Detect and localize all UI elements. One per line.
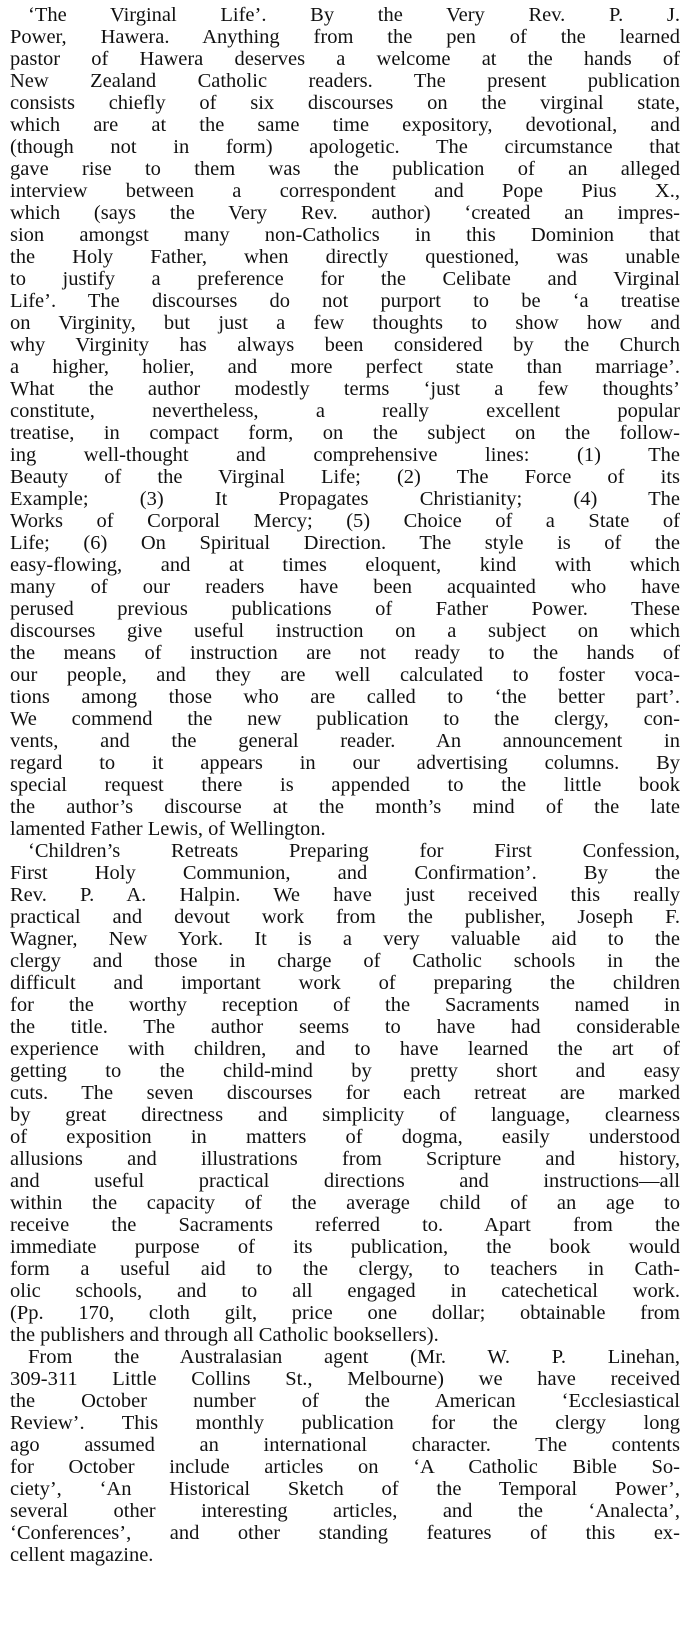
text-line: which (says the Very Rev. author) ‘created an impres- bbox=[10, 202, 680, 224]
childrens-retreats-review bbox=[10, 840, 680, 1346]
text-line: Review’. This monthly publication for the clergy long bbox=[10, 1412, 680, 1434]
text-line: ‘The Virginal Life’. By the Very Rev. P. J. bbox=[28, 4, 680, 26]
text-line: tions among those who are called to ‘the better part’. bbox=[10, 686, 680, 708]
text-line: of exposition in matters of dogma, easily understood bbox=[10, 1126, 680, 1148]
text-line: Example; (3) It Propagates Christianity; (4) The bbox=[10, 488, 680, 510]
text-line: for the worthy reception of the Sacraments named in bbox=[10, 994, 680, 1016]
text-line: gave rise to them was the publication of an alleged bbox=[10, 158, 680, 180]
text-line: the Holy Father, when directly questioned, was unable bbox=[10, 246, 680, 268]
text-line: vents, and the general reader. An announcement in bbox=[10, 730, 680, 752]
text-line: experience with children, and to have learned the art of bbox=[10, 1038, 680, 1060]
text-line: why Virginity has always been considered by the Church bbox=[10, 334, 680, 356]
text-line: cuts. The seven discourses for each retreat are marked bbox=[10, 1082, 680, 1104]
text-line: several other interesting articles, and the ‘Analecta’, bbox=[10, 1500, 680, 1522]
text-line: sion amongst many non-Catholics in this Dominion that bbox=[10, 224, 680, 246]
text-line: Wagner, New York. It is a very valuable aid to the bbox=[10, 928, 680, 950]
text-line: the October number of the American ‘Ecclesiastical bbox=[10, 1390, 680, 1412]
text-line: Power, Hawera. Anything from the pen of the learned bbox=[10, 26, 680, 48]
text-line: 309-311 Little Collins St., Melbourne) we have received bbox=[10, 1368, 680, 1390]
text-line: easy-flowing, and at times eloquent, kind with which bbox=[10, 554, 680, 576]
ecclesiastical-review-notice bbox=[10, 1346, 680, 1566]
text-line: ciety’, ‘An Historical Sketch of the Temporal Power’, bbox=[10, 1478, 680, 1500]
text-line: Works of Corporal Mercy; (5) Choice of a State of bbox=[10, 510, 680, 532]
text-line: interview between a correspondent and Pope Pius X., bbox=[10, 180, 680, 202]
text-line: Life’. The discourses do not purport to be ‘a treatise bbox=[10, 290, 680, 312]
text-line: Rev. P. A. Halpin. We have just received this really bbox=[10, 884, 680, 906]
text-line: allusions and illustrations from Scripture and history, bbox=[10, 1148, 680, 1170]
text-line: Beauty of the Virginal Life; (2) The Force of its bbox=[10, 466, 680, 488]
text-line: getting to the child-mind by pretty short and easy bbox=[10, 1060, 680, 1082]
text-line: the publishers and through all Catholic booksellers). bbox=[10, 1324, 439, 1346]
text-line: clergy and those in charge of Catholic schools in the bbox=[10, 950, 680, 972]
text-line: the means of instruction are not ready to the hands of bbox=[10, 642, 680, 664]
text-line: receive the Sacraments referred to. Apart from the bbox=[10, 1214, 680, 1236]
text-line: special request there is appended to the little book bbox=[10, 774, 680, 796]
text-line: within the capacity of the average child of an age to bbox=[10, 1192, 680, 1214]
text-line: the author’s discourse at the month’s mind of the late bbox=[10, 796, 680, 818]
text-line: by great directness and simplicity of language, clearness bbox=[10, 1104, 680, 1126]
text-line: First Holy Communion, and Confirmation’. By the bbox=[10, 862, 680, 884]
text-line: olic schools, and to all engaged in catechetical work. bbox=[10, 1280, 680, 1302]
text-line: What the author modestly terms ‘just a few thoughts’ bbox=[10, 378, 680, 400]
text-line: immediate purpose of its publication, the book would bbox=[10, 1236, 680, 1258]
text-line: on Virginity, but just a few thoughts to show how and bbox=[10, 312, 680, 334]
text-line: difficult and important work of preparing the children bbox=[10, 972, 680, 994]
text-line: cellent magazine. bbox=[10, 1544, 154, 1566]
text-line: consists chiefly of six discourses on the virginal state, bbox=[10, 92, 680, 114]
virginal-life-review bbox=[10, 4, 680, 840]
text-line: From the Australasian agent (Mr. W. P. Linehan, bbox=[28, 1346, 680, 1368]
text-line: ‘Conferences’, and other standing features of this ex- bbox=[10, 1522, 680, 1544]
text-line: which are at the same time expository, devotional, and bbox=[10, 114, 680, 136]
text-line: discourses give useful instruction on a subject on which bbox=[10, 620, 680, 642]
text-line: regard to it appears in our advertising columns. By bbox=[10, 752, 680, 774]
text-line: the title. The author seems to have had considerable bbox=[10, 1016, 680, 1038]
text-line: our people, and they are well calculated to foster voca- bbox=[10, 664, 680, 686]
text-line: a higher, holier, and more perfect state than marriage’. bbox=[10, 356, 680, 378]
text-line: We commend the new publication to the clergy, con- bbox=[10, 708, 680, 730]
text-line: and useful practical directions and instructions—all bbox=[10, 1170, 680, 1192]
text-line: lamented Father Lewis, of Wellington. bbox=[10, 818, 326, 840]
text-line: to justify a preference for the Celibate and Virginal bbox=[10, 268, 680, 290]
text-line: form a useful aid to the clergy, to teachers in Cath- bbox=[10, 1258, 680, 1280]
text-line: ago assumed an international character. The contents bbox=[10, 1434, 680, 1456]
text-line: Life; (6) On Spiritual Direction. The style is of the bbox=[10, 532, 680, 554]
text-line: constitute, nevertheless, a really excellent popular bbox=[10, 400, 680, 422]
text-line: pastor of Hawera deserves a welcome at the hands of bbox=[10, 48, 680, 70]
text-line: practical and devout work from the publisher, Joseph F. bbox=[10, 906, 680, 928]
text-line: (Pp. 170, cloth gilt, price one dollar; obtainable from bbox=[10, 1302, 680, 1324]
text-line: (though not in form) apologetic. The circumstance that bbox=[10, 136, 680, 158]
text-line: New Zealand Catholic readers. The present publication bbox=[10, 70, 680, 92]
text-line: ing well-thought and comprehensive lines: (1) The bbox=[10, 444, 680, 466]
text-line: for October include articles on ‘A Catholic Bible So- bbox=[10, 1456, 680, 1478]
text-line: ‘Children’s Retreats Preparing for First Confession, bbox=[28, 840, 680, 862]
text-line: treatise, in compact form, on the subject on the follow- bbox=[10, 422, 680, 444]
text-line: many of our readers have been acquainted who have bbox=[10, 576, 680, 598]
text-line: perused previous publications of Father Power. These bbox=[10, 598, 680, 620]
